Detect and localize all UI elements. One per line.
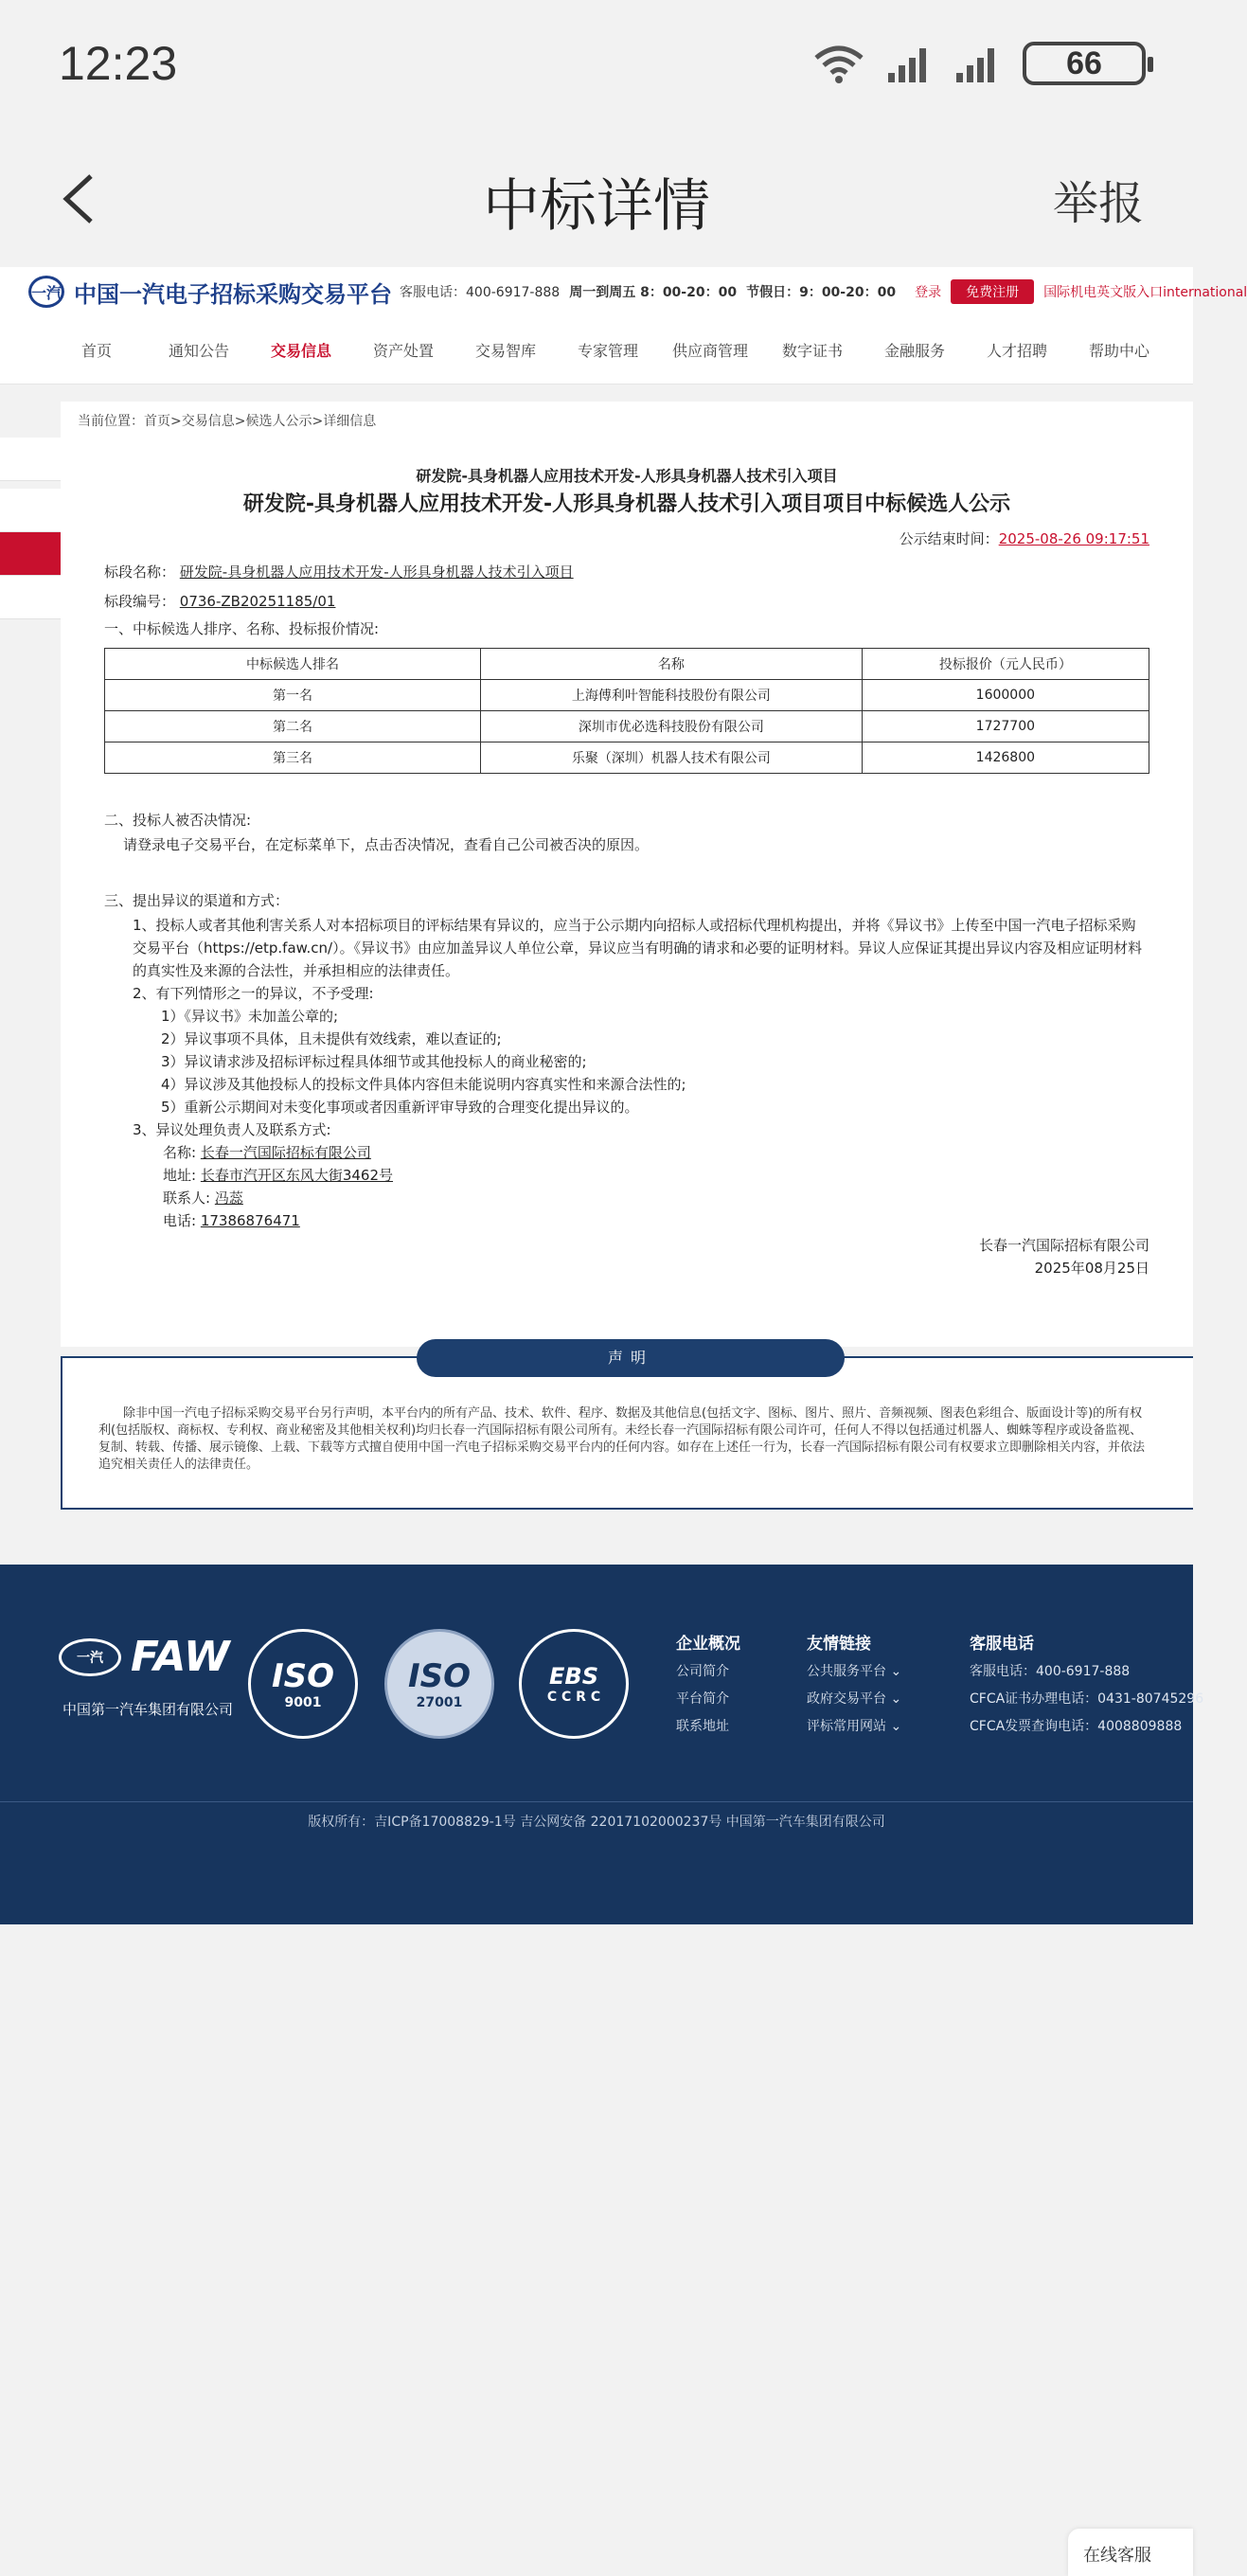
contact-person-label: 联系人:	[163, 1190, 211, 1207]
register-button[interactable]: 免费注册	[951, 279, 1034, 304]
menu-item-experts[interactable]: 专家管理	[577, 342, 638, 360]
footer-col-hotlines	[970, 1631, 1204, 1741]
site-footer	[0, 1565, 1204, 1924]
cell-price: 1727700	[862, 711, 1149, 742]
declaration-title: 声明	[417, 1339, 845, 1377]
table-row	[105, 742, 1149, 774]
contact-address-row	[104, 1164, 1149, 1187]
footer-col-title: 客服电话	[970, 1635, 1034, 1654]
cell-name: 深圳市优必选科技股份有限公司	[481, 711, 863, 742]
objection-item: 4）异议涉及其他投标人的投标文件具体内容但未能说明内容真实性和来源合法性的;	[161, 1076, 686, 1093]
side-tab-3[interactable]	[0, 576, 61, 619]
hotline: 客服电话：400-6917-888	[400, 285, 561, 300]
faw-brand	[59, 1633, 230, 1681]
section-name-value: 研发院-具身机器人应用技术开发-人形具身机器人技术引入项目	[179, 564, 574, 581]
objection-item: 3）异议请求涉及招标评标过程具体细节或其他投标人的商业秘密的;	[161, 1053, 587, 1070]
contact-address-value: 长春市汽开区东风大街3462号	[200, 1167, 394, 1184]
faw-emblem-icon: 一汽	[59, 1638, 121, 1676]
notice-content	[61, 438, 1193, 1347]
menu-item-suppliers[interactable]: 供应商管理	[671, 342, 748, 360]
signal-icon	[886, 43, 934, 84]
col-price: 投标报价（元人民币）	[862, 649, 1149, 680]
objection-item: 2）异议事项不具体，且未提供有效线索，难以查证的;	[161, 1030, 502, 1047]
report-button[interactable]: 举报	[1052, 177, 1144, 230]
menu-item-notices[interactable]: 通知公告	[168, 342, 229, 360]
cell-rank: 第二名	[105, 711, 481, 742]
contact-address-label: 地址:	[163, 1167, 197, 1184]
objection-paragraph-1: 1、投标人或者其他利害关系人对本招标项目的评标结果有异议的，应当于公示期内向招标人或招标代理机构提出，并将《异议书》上传至中国一汽电子招标采购交易平台（https://etp.faw.cn/）。《异议书》由应加盖异议人单位公章，异议应当有明确的请求和必要的证明材料。异议人应保证其提出异议内容及相应证明材料的真实性及来源的合法性，并承担相应的法律责任。	[133, 917, 1143, 979]
faw-company-name: 中国第一汽车集团有限公司	[62, 1701, 234, 1718]
heading-objections: 三、提出异议的渠道和方式：	[104, 892, 290, 909]
footer-link[interactable]: 联系地址	[676, 1719, 729, 1734]
intl-link[interactable]: 国际机电英文版入口international	[1043, 285, 1247, 300]
breadcrumb: 当前位置：首页>交易信息>候选人公示>详细信息	[61, 402, 1193, 438]
signature-org: 长春一汽国际招标有限公司	[978, 1237, 1149, 1254]
main-menu	[0, 316, 1193, 385]
col-rank: 中标候选人排名	[105, 649, 481, 680]
end-time-value: 2025-08-26 09:17:51	[998, 530, 1149, 547]
chevron-down-icon: ⌄	[890, 1664, 902, 1679]
clock: 12:23	[59, 37, 178, 90]
footer-phone: 客服电话：400-6917-888	[970, 1664, 1131, 1679]
cell-rank: 第一名	[105, 680, 481, 711]
battery-icon: 66	[1023, 42, 1146, 85]
footer-dropdown[interactable]	[807, 1686, 901, 1713]
contact-phone-row	[104, 1209, 1149, 1232]
contact-person-row	[104, 1187, 1149, 1209]
footer-dropdown[interactable]	[807, 1658, 901, 1686]
rejection-text: 请登录电子交易平台，在定标菜单下，点击否决情况，查看自己公司被否决的原因。	[123, 836, 650, 853]
footer-col-company	[676, 1631, 740, 1741]
webview	[0, 267, 1247, 1830]
menu-item-home[interactable]: 首页	[80, 342, 112, 360]
chevron-down-icon: ⌄	[890, 1691, 902, 1707]
contact-phone-label: 电话:	[163, 1212, 197, 1229]
col-name: 名称	[481, 649, 863, 680]
online-service-button[interactable]: 在线客服	[1068, 2529, 1193, 2576]
menu-item-finance[interactable]: 金融服务	[883, 342, 945, 360]
objection-paragraph-2: 2、有下列情形之一的异议，不予受理:	[133, 985, 374, 1002]
footer-link[interactable]: 平台简介	[676, 1691, 729, 1707]
cell-name: 乐聚（深圳）机器人技术有限公司	[481, 742, 863, 774]
menu-item-assets[interactable]: 资产处置	[372, 342, 434, 360]
contact-name-row	[104, 1141, 1149, 1164]
footer-link[interactable]: 评标常用网站	[807, 1719, 886, 1734]
table-row	[105, 711, 1149, 742]
contact-name-value: 长春一汽国际招标有限公司	[200, 1144, 371, 1161]
site-top-bar	[0, 267, 1247, 316]
side-tab-active[interactable]	[0, 532, 61, 576]
declaration-text: 除非中国一汽电子招标采购交易平台另行声明，本平台内的所有产品、技术、软件、程序、数据及其他信息(包括文字、图标、图片、照片、音频视频、图表色彩组合、版面设计等)的所有权利(包括版权、商标权、专利权、商业秘密及其他相关权利)均归长春一汽国际招标有限公司所有。未经长春一汽国际招标有限公司许可，任何人不得以包括通过机器人、蜘蛛等程序或设备监视、复制、转载、传播、展示镜像、上载、下载等方式擅自使用中国一汽电子招标采购交易平台内的任何内容。如存在上述任一行为，长春一汽国际招标有限公司有权要求立即删除相关内容，并依法追究相关责任人的法律责任。	[98, 1406, 1146, 1472]
side-tab-1[interactable]	[0, 438, 61, 481]
faw-wordmark: FAW	[131, 1633, 230, 1681]
notice-subtitle: 研发院-具身机器人应用技术开发-人形具身机器人技术引入项目	[416, 467, 838, 485]
app-nav-bar	[0, 133, 1193, 265]
footer-phone: CFCA发票查询电话：4008809888	[970, 1719, 1183, 1734]
footer-link[interactable]: 公共服务平台	[807, 1664, 886, 1679]
footer-col-title: 企业概况	[676, 1635, 740, 1654]
login-link[interactable]: 登录	[915, 285, 942, 300]
cell-price: 1600000	[862, 680, 1149, 711]
weekday-hours: 周一到周五 8：00-20：00	[569, 285, 738, 300]
section-code-value: 0736-ZB20251185/01	[179, 593, 336, 610]
footer-dropdown[interactable]	[807, 1713, 901, 1741]
chevron-down-icon: ⌄	[890, 1719, 902, 1734]
table-header-row	[105, 649, 1149, 680]
objection-item: 1）《异议书》未加盖公章的;	[161, 1008, 339, 1025]
holiday-hours: 节假日：9：00-20：00	[746, 285, 897, 300]
footer-col-title: 友情链接	[807, 1635, 871, 1654]
status-icons	[812, 42, 1146, 85]
faw-logo-icon: 一汽	[28, 276, 64, 308]
iso-27001-badge: ISO 27001	[384, 1629, 494, 1739]
end-time-label: 公示结束时间：	[899, 530, 999, 547]
section-name-label: 标段名称：	[104, 564, 176, 581]
contact-phone-value: 17386876471	[200, 1212, 300, 1229]
ebs-ccrc-badge: EBS C C R C	[519, 1629, 629, 1739]
menu-item-jobs[interactable]: 人才招聘	[986, 342, 1047, 360]
footer-link[interactable]: 政府交易平台	[807, 1691, 886, 1707]
status-bar	[0, 0, 1193, 133]
footer-col-links	[807, 1631, 901, 1741]
side-tab-2[interactable]	[0, 489, 61, 532]
heading-rejections: 二、投标人被否决情况:	[104, 812, 252, 829]
objection-item: 5）重新公示期间对未变化事项或者因重新评审导致的合理变化提出异议的。	[161, 1099, 639, 1116]
objection-paragraph-3: 3、异议处理负责人及联系方式:	[133, 1121, 331, 1138]
publish-end-time	[104, 528, 1149, 548]
contact-name-label: 名称:	[163, 1144, 197, 1161]
iso-9001-badge: ISO 9001	[248, 1629, 358, 1739]
section-code-row	[104, 591, 1149, 611]
page-title: 中标详情	[483, 173, 710, 240]
heading-candidates: 一、中标候选人排序、名称、投标报价情况:	[104, 620, 380, 637]
declaration-box	[61, 1349, 1193, 1510]
table-row	[105, 680, 1149, 711]
menu-item-trade-info[interactable]: 交易信息	[270, 342, 331, 360]
signal-icon-2	[954, 43, 1002, 84]
cell-rank: 第三名	[105, 742, 481, 774]
cell-name: 上海傅利叶智能科技股份有限公司	[481, 680, 863, 711]
notice-title: 研发院-具身机器人应用技术开发-人形具身机器人技术引入项目项目中标候选人公示	[242, 492, 1011, 516]
cell-price: 1426800	[862, 742, 1149, 774]
candidate-table	[104, 648, 1149, 774]
signature-date: 2025年08月25日	[1034, 1260, 1149, 1277]
menu-item-think-tank[interactable]: 交易智库	[474, 342, 536, 360]
copyright: 版权所有：吉ICP备17008829-1号 吉公网安备 22017102000237号 中国第一汽车集团有限公司	[0, 1801, 1193, 1831]
section-code-label: 标段编号：	[104, 593, 176, 610]
wifi-icon	[812, 43, 865, 84]
footer-phone: CFCA证书办理电话：0431-80745296	[970, 1691, 1204, 1707]
menu-item-certificates[interactable]: 数字证书	[781, 342, 843, 360]
footer-link[interactable]: 公司简介	[676, 1664, 729, 1679]
contact-person-value: 冯蕊	[214, 1190, 243, 1207]
section-name-row	[104, 562, 1149, 581]
site-name: 中国一汽电子招标采购交易平台	[74, 280, 393, 308]
menu-item-help[interactable]: 帮助中心	[1088, 342, 1149, 360]
